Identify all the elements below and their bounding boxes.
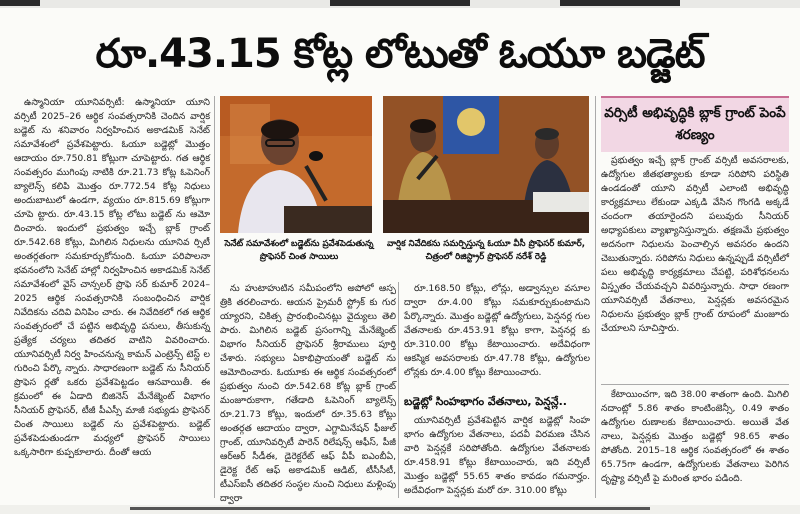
article-column-2 xyxy=(220,282,396,504)
bottom-strip xyxy=(0,505,800,514)
paragraph: ప్రభుత్వం ఇచ్చే బ్లాక్ గ్రాంట్ వర్సిటీ అవసరాలకు, ఉద్యోగుల జీతభత్యాలకు కూడా సరిపోని పరిస్థితి ఉండడంతో యూని వర్సిటీ ఎలాంటి అభివృద్ధి కార్యక్రమాలు లేకుండా ఎక్కడి వేసిన గొంగడి అక్కడే చందంగా తయారైందని పలువురు సీనియర్ అధ్యాపకులు వ్యాఖ్యానిస్తున్నారు. తక్షణమే ప్రభుత్వం అదనంగా నిధులను పెంచాల్సిన అవసరం ఉందని చెబుతున్నారు. సరిపోను నిధులు ఉన్నప్పుడే వర్సిటీలో పలు అభివృద్ధి కార్యక్రమాలు చేపట్టి, పరిశోధనలను విస్తృతం చేయవచ్చని వివరిస్తున్నారు. సాధా రణంగా యూనివర్సిటీ వేతనాలు, పెన్షన్లకు అవసరమైన నిధులను ప్రభుత్వం బ్లాక్ గ్రాంట్ రూపంలో మంజూరు చేయాలని సూచిస్తారు. xyxy=(601,155,789,334)
paragraph: రూ.168.50 కోట్లు, లోన్లు, అడ్వాన్సుల వసూల ద్వారా రూ.4.00 కోట్లు సమకూర్చుకుంటామని పేర్కొన్నారు. మొత్తం బడ్జెట్లో ఉద్యోగులు, పెన్షనర్ల గుల వేతనాలకు రూ.453.91 కోట్లు కాగా, పెన్షనర్ల కు రూ.310.00 కోట్లు కేటాయించారు. అదేవిధంగా ఆకస్మిక అవసరాలకు రూ.47.78 కోట్లు, ఉద్యోగుల లోన్లకు రూ.4.00 కోట్లు కేటాయించారు. xyxy=(404,283,590,378)
top-strip-segment xyxy=(330,0,470,6)
dais-photo-illustration xyxy=(383,96,589,233)
top-strip-segment xyxy=(560,0,680,6)
sidebar-column xyxy=(601,154,789,382)
top-strip-segment xyxy=(0,0,40,6)
article-column-3 xyxy=(404,282,590,392)
photo-caption: సెనేట్ సమావేశంలో బడ్జెట్‌ను ప్రవేశపెడుతున్న ప్రొఫెసర్ చింత సాయిలు xyxy=(224,239,374,262)
headline: రూ.43.15 కోట్ల లోటుతో ఓయూ బడ్జెట్ xyxy=(95,31,705,77)
column-rule xyxy=(398,282,399,498)
section-subheading: బడ్జెట్లో సింహభాగం వేతనాలు, పెన్షన్లే.. xyxy=(404,395,567,408)
speaker-photo-illustration xyxy=(220,96,372,233)
paragraph: కేటాయించగా, ఇది 38.00 శాతంగా ఉంది. మిగిలి నదాంట్లో 5.86 శాతం కాంటింజెన్సీ, 0.49 శాతం ఉద్యోగుల రుణాలకు కేటాయించారు. అయితే వేత నాలు, పెన్షన్లకు మొత్తం బడ్జెట్లో 98.65 శాతం పోతోంది. 2015–18 ఆర్థిక సంవత్సరంలో ఈ శాతం 65.75గా ఉండగా, ఉద్యోగులకు వేతనాలు పెరిగిన దృష్ట్యా వర్సిటీ పై మరింత భారం పడింది. xyxy=(601,389,789,484)
sidebar-heading-box xyxy=(601,96,789,152)
paragraph: ను హుటాహుటిన సమీపంలోని అపోలో ఆస్ప త్రికి తరలించారు. ఆయన ప్రైమరీ స్ట్రోక్ కు గుర య్యారని, చికిత్స ప్రారంభించినట్లు వైద్యులు తెలి పారు. మిగిలిన బడ్జెట్ ప్రసంగాన్ని మేనేజ్మెంట్ విభాగం సీనియర్ ప్రొఫెసర్ శ్రీరాములు పూర్తి చేశారు. సభ్యులు ఏకాభిప్రాయంతో బడ్జెట్ ను ఆమోదించారు. ఓయూకు ఈ ఆర్థిక సంవత్సరంలో ప్రభుత్వం నుంచి రూ.542.68 కోట్ల బ్లాక్ గ్రాంట్ మంజూరుకాగా, గతేడాది ఓపెనింగ్ బ్యాలెన్స్ రూ.21.73 కోట్లు, ఇందులో రూ.35.63 కోట్లు అంతర్గత ఆదాయం ద్వారా, ఎగ్జామినేషన్ ఫీజుల్ గ్రాంట్, యూనివర్సిటీ పారెన్ రిలేషన్స్ ఆఫీస్, పీజీ ఆర్ఆర్ సీడీఈ, డైరెక్టరేట్ ఆఫ్ వీపీ ఐఎంబీఏ, డైరెక్ట రేట్ ఆఫ్ అకాడమిక్ ఆడిట్, టీసీసీటీ, టీఎస్ఐసీ తదితర సంస్థల నుంచి నిధులు మళ్లింపు ద్వారా xyxy=(220,283,396,504)
photo-vc-presenting xyxy=(383,96,589,233)
column-rule xyxy=(595,96,596,498)
photo-speaker-at-podium xyxy=(220,96,372,233)
column-rule xyxy=(214,96,215,498)
sidebar-column-continued xyxy=(601,388,789,498)
top-strip xyxy=(0,0,800,8)
article-column-3-continued xyxy=(404,414,590,498)
paragraph: ఉస్మానియా యూనివర్సిటీ: ఉస్మానియా యూని వర్సిటీ 2025–26 ఆర్థిక సంవత్సరానికి చెందిన వార్షిక బడ్జెట్ ను శనివారం నిర్వహించిన అకాడమిక్ సెనేట్ సమావేశంలో ప్రవేశపెట్టారు. ఓయూ బడ్జెట్లో మొత్తం ఆదాయం రూ.750.81 కోట్లుగా చూపెట్టారు. గత ఆర్థిక సంవత్సరం ముగింపు నాటికి రూ.21.73 కోట్ల ఓపెనింగ్ బ్యాలెన్స్ కలిపి మొత్తం రూ.772.54 కోట్ల నిధులు అందుబాటులో ఉండగా, వ్యయం రూ.815.69 కోట్లుగా చూపె ట్టారు. రూ.43.15 కోట్ల లోటు బడ్జెట్ ను ఆమో దించారు. ఇందులో ప్రభుత్వం ఇచ్చే బ్లాక్ గ్రాంట్ రూ.542.68 కోట్లు, మిగిలిన నిధులను యూనివ ర్సిటీ అంతర్గతంగా సమకూర్చుకోనుంది. ఓయూ పరిపాలనా భవనంలోని సెనేట్ హాల్లో నిర్వహించిన అకాడమిక్ సెనేట్ సమావేశంలో వైస్ చాన్సలర్ ప్రొఫె సర్ కుమార్ 2024–2025 ఆర్థిక సంవత్సరానికి సంబంధించిన వార్షిక నివేదికను చదివి వినిపిం చారు. ఈ నివేదికలో గత ఆర్థిక సంవత్సరంలో చే పట్టిన అభివృద్ధి పనులు, తీసుకున్న ప్రత్యేక చర్యలు తదితర వాటిని వివరించారు. యూనివర్సిటీ నిర్వ హించనున్న కామన్ ఎంట్రెన్స్ టెస్ట్ ల గురించి పేర్కొ న్నారు. సాధారణంగా బడ్జెట్ ను సీనియర్ ప్రొఫెస ర్లతో ఒకరు ప్రవేశపెట్టడం ఆనవాయితీ. ఈ క్రమంలో ఈ ఏడాది బిజినెస్ మేనేజ్మెంట్ విభాగం సీనియర్ ప్రొఫెసర్, టీజీ పీఎస్సీ మాజీ సభ్యుడు ప్రొఫెసర్ చింత సాయిలు బడ్జెట్ ను ప్రవేశపెట్టారు. బడ్జెట్ ప్రవేశపెడుతుండగా మధ్యలో ప్రొఫెసర్ సాయిలు ఒక్కసారిగా కుప్పకూలారు. దీంతో ఆయ xyxy=(14,97,210,458)
bottom-strip-ink xyxy=(130,507,650,510)
paragraph: యూనివర్సిటీ ప్రవేశపెట్టిన వార్షిక బడ్జెట్లో సింహ భాగం ఉద్యోగుల వేతనాలు, పదవీ విరమణ చేసిన వారి పెన్షన్లకే సరిపోతోంది. ఉద్యోగుల వేతనాలకు రూ.458.91 కోట్లు కేటాయించారు, ఇది వర్సిటీ మొత్తం బడ్జెట్లో 55.65 శాతం కావడం గమనార్హం. అదేవిధంగా పెన్షన్లకు మరో రూ. 310.00 కోట్లు xyxy=(404,415,590,496)
section-divider xyxy=(601,384,789,385)
sidebar-heading: వర్సిటీ అభివృద్ధికి బ్లాక్ గ్రాంట్ పెంపే శరణ్యం xyxy=(604,105,786,143)
photo-caption: వార్షిక నివేదికను సమర్పిస్తున్న ఓయూ వీసీ ప్రొఫెసర్ కుమార్, చిత్రంలో రిజిస్ట్రార్ ప్రొఫెసర్ నరేశ్ రెడ్డి xyxy=(386,239,586,262)
article-column-1 xyxy=(14,96,210,498)
